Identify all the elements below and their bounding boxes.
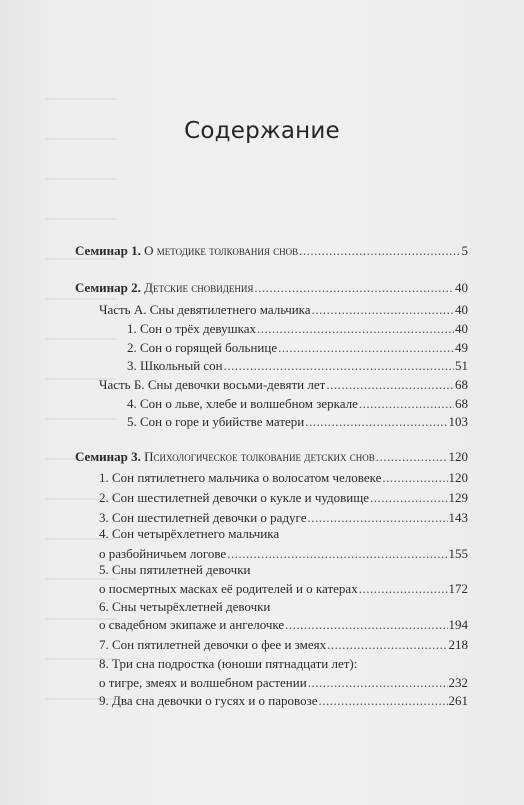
toc-entry-3-6[interactable] bbox=[99, 617, 468, 633]
dot-leader bbox=[326, 377, 454, 393]
page-number: 40 bbox=[455, 321, 468, 336]
toc-entry-title: 1. Сон пятилетнего мальчика о волосатом человеке bbox=[99, 470, 382, 485]
dot-leader bbox=[382, 470, 447, 486]
toc-entry-2b-5[interactable] bbox=[127, 414, 468, 430]
page-number: 5 bbox=[461, 243, 468, 258]
dot-leader bbox=[312, 302, 454, 318]
toc-entry-title: Часть Б. Сны девочки восьми-девяти лет bbox=[99, 377, 326, 392]
page-number: 120 bbox=[448, 449, 468, 464]
toc-entry-3-9[interactable] bbox=[99, 693, 468, 709]
dot-leader bbox=[359, 581, 448, 597]
toc-entry-title: 5. Сны пятилетней девочки bbox=[99, 562, 251, 577]
toc-entry-title: 2. Сон о горящей больнице bbox=[127, 340, 278, 355]
dot-leader bbox=[285, 617, 447, 633]
toc-entry-part-a[interactable] bbox=[99, 302, 468, 318]
toc-entry-title: 8. Три сна подростка (юноши пятнадцати лет): bbox=[99, 656, 358, 671]
toc-entry-title: Часть А. Сны девятилетнего мальчика bbox=[99, 302, 311, 317]
toc-entry-part-b[interactable] bbox=[99, 377, 468, 393]
toc-entry-title: 1. Сон о трёх девушках bbox=[127, 321, 256, 336]
dot-leader bbox=[318, 693, 447, 709]
seminar-label: Семинар 2. bbox=[75, 280, 141, 295]
page-number: 120 bbox=[448, 470, 468, 485]
toc-entry-2a-2[interactable] bbox=[127, 340, 468, 356]
toc-entry-continuation: о разбойничьем логове bbox=[99, 546, 227, 561]
dot-leader bbox=[370, 490, 447, 506]
page-number: 194 bbox=[448, 617, 468, 632]
toc-entry-3-4[interactable] bbox=[99, 546, 468, 562]
toc-entry-3-2[interactable] bbox=[99, 490, 468, 506]
page-number: 155 bbox=[448, 546, 468, 561]
toc-entry-title: 7. Сон пятилетней девочки о фее и змеях bbox=[99, 637, 327, 652]
dot-leader bbox=[308, 675, 448, 691]
toc-entry-continuation: о свадебном экипаже и ангелочке bbox=[99, 617, 285, 632]
page-number: 218 bbox=[448, 637, 468, 652]
page-number: 40 bbox=[455, 302, 468, 317]
page-number: 68 bbox=[455, 377, 468, 392]
page-number: 40 bbox=[455, 280, 468, 295]
page-number: 143 bbox=[448, 510, 468, 525]
toc-entry-continuation: о тигре, змеях и волшебном растении bbox=[99, 675, 307, 690]
dot-leader bbox=[376, 449, 448, 465]
toc-entry-title: 9. Два сна девочки о гусях и о паровозе bbox=[99, 693, 318, 708]
dot-leader bbox=[308, 510, 448, 526]
toc-entry-seminar-2[interactable] bbox=[75, 280, 468, 296]
page-number: 49 bbox=[455, 340, 468, 355]
dot-leader bbox=[359, 396, 454, 412]
toc-entry-title: 4. Сон о льве, хлебе и волшебном зеркале bbox=[127, 396, 358, 411]
dot-leader bbox=[224, 358, 454, 374]
toc-entry-title: Психологическое толкование детских снов bbox=[144, 449, 375, 464]
toc-entry-title: 4. Сон четырёхлетнего мальчика bbox=[99, 526, 280, 541]
toc-entry-title: 2. Сон шестилетней девочки о кукле и чудовище bbox=[99, 490, 370, 505]
page-number: 129 bbox=[448, 490, 468, 505]
seminar-label: Семинар 1. bbox=[75, 243, 141, 258]
dot-leader bbox=[227, 546, 447, 562]
toc-entry-3-1[interactable] bbox=[99, 470, 468, 486]
page-number: 103 bbox=[448, 414, 468, 429]
page-number: 172 bbox=[448, 581, 468, 596]
toc-entry-seminar-1[interactable] bbox=[75, 243, 468, 259]
page-number: 261 bbox=[448, 693, 468, 708]
toc-entry-3-7[interactable] bbox=[99, 637, 468, 653]
seminar-label: Семинар 3. bbox=[75, 449, 141, 464]
toc-entry-title: 5. Сон о горе и убийстве матери bbox=[127, 414, 305, 429]
dot-leader bbox=[254, 280, 454, 296]
dot-leader bbox=[305, 414, 447, 430]
toc-entry-3-3[interactable] bbox=[99, 510, 468, 526]
toc-entry-seminar-3[interactable] bbox=[75, 449, 468, 465]
toc-entry-title: О методике толкования снов bbox=[144, 243, 299, 258]
page-title: Содержание bbox=[184, 118, 340, 144]
dot-leader bbox=[327, 637, 447, 653]
toc-entry-title: 3. Школьный сон bbox=[127, 358, 223, 373]
dot-leader bbox=[299, 243, 460, 259]
toc-entry-3-8[interactable] bbox=[99, 675, 468, 691]
toc-entry-title: Детские сновидения bbox=[144, 280, 254, 295]
page-number: 51 bbox=[455, 358, 468, 373]
page-number: 232 bbox=[448, 675, 468, 690]
dot-leader bbox=[278, 340, 454, 356]
dot-leader bbox=[257, 321, 454, 337]
toc-entry-2a-1[interactable] bbox=[127, 321, 468, 337]
page-number: 68 bbox=[455, 396, 468, 411]
toc-entry-title: 3. Сон шестилетней девочки о радуге bbox=[99, 510, 307, 525]
toc-entry-continuation: о посмертных масках её родителей и о катерах bbox=[99, 581, 358, 596]
toc-entry-2b-4[interactable] bbox=[127, 396, 468, 412]
toc-entry-3-5[interactable] bbox=[99, 581, 468, 597]
toc-entry-title: 6. Сны четырёхлетней девочки bbox=[99, 599, 271, 614]
toc-entry-2a-3[interactable] bbox=[127, 358, 468, 374]
